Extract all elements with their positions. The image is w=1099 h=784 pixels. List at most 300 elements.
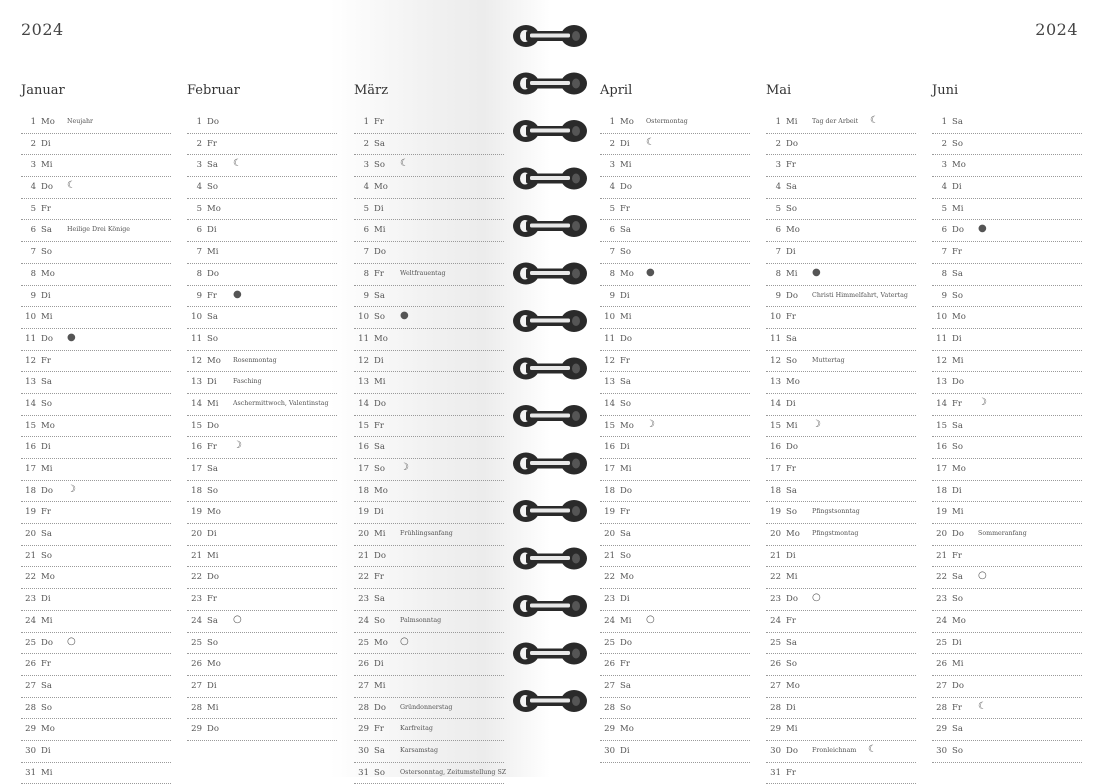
day-number: 3	[196, 160, 202, 171]
binding-ring	[513, 548, 587, 570]
day-number: 9	[941, 290, 947, 301]
day-list	[600, 112, 750, 763]
weekday: Sa	[786, 182, 797, 193]
day-row	[187, 264, 337, 286]
day-number: 3	[30, 160, 36, 171]
weekday: Fr	[207, 290, 217, 301]
day-row	[766, 329, 916, 351]
day-number: 6	[941, 225, 947, 236]
day-row	[21, 676, 171, 698]
day-number: 25	[770, 637, 781, 648]
day-row	[187, 502, 337, 524]
day-number: 7	[196, 247, 202, 258]
day-row	[187, 589, 337, 611]
day-number: 6	[363, 225, 369, 236]
day-row	[21, 394, 171, 416]
holiday-label: Heilige Drei Könige	[67, 226, 130, 234]
weekday: Mi	[786, 117, 798, 127]
day-row	[932, 155, 1082, 177]
day-number: 11	[770, 333, 781, 344]
day-number: 2	[775, 138, 781, 149]
weekday: So	[374, 767, 385, 778]
weekday: Di	[620, 290, 630, 301]
weekday: Di	[952, 182, 962, 193]
day-number: 28	[25, 702, 36, 713]
day-number: 2	[30, 138, 36, 149]
day-number: 26	[358, 659, 369, 670]
day-row	[600, 134, 750, 156]
day-list	[932, 112, 1082, 763]
weekday: Mo	[41, 268, 55, 279]
day-number: 18	[191, 485, 202, 496]
day-row	[21, 372, 171, 394]
weekday: Mi	[41, 312, 53, 323]
weekday: Mi	[952, 507, 964, 518]
weekday: Do	[620, 637, 632, 648]
day-number: 13	[936, 377, 947, 388]
weekday: Fr	[620, 659, 630, 670]
day-number: 30	[358, 745, 369, 756]
day-row	[354, 220, 504, 242]
weekday: So	[374, 464, 385, 474]
weekday: Di	[207, 680, 217, 691]
day-number: 21	[936, 550, 947, 561]
day-list	[187, 112, 337, 741]
weekday: Mo	[952, 160, 966, 171]
day-row	[354, 264, 504, 286]
day-row	[600, 264, 750, 286]
day-row	[932, 459, 1082, 481]
day-number: 23	[604, 594, 615, 605]
weekday: Di	[41, 594, 51, 605]
day-number: 12	[936, 355, 947, 366]
day-number: 30	[604, 745, 615, 756]
holiday-label: Fasching	[233, 378, 262, 386]
day-number: 28	[604, 702, 615, 713]
day-number: 9	[30, 290, 36, 301]
weekday: Di	[786, 398, 796, 409]
weekday: Do	[207, 572, 219, 583]
day-number: 7	[775, 247, 781, 258]
weekday: Sa	[620, 225, 631, 236]
day-row	[21, 481, 171, 503]
day-number: 18	[770, 485, 781, 496]
day-row	[354, 719, 504, 741]
day-number: 2	[609, 138, 615, 149]
weekday: Fr	[374, 572, 384, 583]
weekday: Do	[41, 333, 53, 344]
weekday: Fr	[620, 507, 630, 518]
weekday: Mo	[207, 203, 221, 214]
day-number: 9	[775, 290, 781, 301]
day-number: 13	[191, 377, 202, 388]
weekday: Do	[952, 680, 964, 691]
day-row	[932, 112, 1082, 134]
holiday-label: Sommeranfang	[978, 530, 1027, 538]
day-row	[766, 676, 916, 698]
day-row	[600, 459, 750, 481]
weekday: So	[952, 745, 963, 756]
day-row	[766, 112, 916, 134]
weekday: Mo	[374, 485, 388, 496]
moon-phase-icon: ●	[400, 310, 409, 322]
day-number: 16	[358, 442, 369, 453]
day-number: 4	[609, 182, 615, 193]
weekday: Mi	[952, 203, 964, 214]
weekday: Sa	[374, 138, 385, 149]
day-row	[21, 199, 171, 221]
weekday: Fr	[374, 268, 384, 279]
day-row	[600, 437, 750, 459]
weekday: Mi	[207, 702, 219, 713]
day-row	[932, 394, 1082, 416]
day-row	[766, 220, 916, 242]
day-number: 6	[609, 225, 615, 236]
day-number: 23	[25, 594, 36, 605]
weekday: So	[41, 398, 52, 409]
day-row	[21, 307, 171, 329]
binding-ring	[513, 73, 587, 95]
day-row	[932, 502, 1082, 524]
day-row	[600, 286, 750, 308]
day-number: 7	[363, 247, 369, 258]
weekday: Di	[41, 138, 51, 149]
day-row	[600, 155, 750, 177]
weekday: Fr	[786, 615, 796, 626]
weekday: Sa	[374, 745, 385, 756]
day-row	[354, 372, 504, 394]
moon-phase-icon: ●	[978, 223, 987, 235]
day-row	[766, 546, 916, 568]
day-row	[21, 134, 171, 156]
day-number: 19	[25, 507, 36, 518]
day-row	[187, 611, 337, 633]
weekday: Di	[41, 290, 51, 301]
day-number: 1	[941, 117, 947, 127]
day-number: 24	[770, 615, 781, 626]
weekday: Do	[786, 594, 798, 605]
day-number: 27	[25, 680, 36, 691]
day-number: 24	[604, 615, 615, 626]
weekday: Do	[207, 420, 219, 431]
day-row	[766, 611, 916, 633]
holiday-label: Muttertag	[812, 356, 845, 364]
day-row	[354, 177, 504, 199]
weekday: Di	[374, 507, 384, 518]
weekday: Mo	[952, 312, 966, 323]
weekday: Mi	[41, 160, 53, 171]
day-number: 12	[358, 355, 369, 366]
day-number: 31	[770, 767, 781, 778]
day-row	[766, 134, 916, 156]
weekday: Sa	[952, 268, 963, 279]
day-row	[766, 633, 916, 655]
day-row	[354, 589, 504, 611]
day-number: 26	[25, 659, 36, 670]
weekday: Di	[786, 550, 796, 561]
day-number: 20	[25, 529, 36, 540]
day-row	[932, 719, 1082, 741]
day-row	[600, 524, 750, 546]
weekday: So	[952, 442, 963, 453]
day-row	[187, 351, 337, 373]
weekday: Sa	[41, 529, 52, 540]
day-row	[600, 416, 750, 438]
weekday: Fr	[374, 420, 384, 431]
day-number: 22	[25, 572, 36, 583]
weekday: Di	[786, 247, 796, 258]
day-row	[932, 351, 1082, 373]
weekday: Fr	[786, 160, 796, 171]
month-title: April	[600, 83, 633, 98]
day-number: 5	[609, 203, 615, 214]
day-number: 22	[191, 572, 202, 583]
day-number: 28	[358, 702, 369, 713]
day-number: 12	[25, 355, 36, 366]
weekday: Mi	[786, 572, 798, 583]
day-number: 16	[191, 442, 202, 453]
day-row	[354, 155, 504, 177]
binding-ring	[513, 120, 587, 142]
day-number: 5	[775, 203, 781, 214]
weekday: Di	[620, 745, 630, 756]
day-row	[766, 719, 916, 741]
day-row	[766, 741, 916, 763]
day-row	[932, 177, 1082, 199]
day-row	[354, 763, 507, 784]
day-number: 9	[609, 290, 615, 301]
moon-phase-icon: ☽	[812, 418, 821, 430]
weekday: Mi	[374, 529, 386, 540]
day-number: 28	[936, 702, 947, 713]
day-number: 6	[775, 225, 781, 236]
weekday: Fr	[952, 398, 962, 409]
moon-phase-icon: ●	[233, 288, 242, 300]
day-number: 10	[604, 312, 615, 323]
day-number: 24	[936, 615, 947, 626]
moon-phase-icon: ☽	[646, 418, 655, 430]
day-number: 20	[770, 529, 781, 540]
day-number: 29	[604, 724, 615, 735]
day-row	[354, 741, 504, 763]
day-number: 15	[936, 420, 947, 431]
day-number: 28	[770, 702, 781, 713]
day-row	[354, 524, 504, 546]
day-number: 2	[363, 138, 369, 149]
day-number: 15	[604, 420, 615, 431]
day-number: 8	[775, 268, 781, 279]
day-row	[21, 351, 171, 373]
day-number: 22	[936, 572, 947, 583]
day-row	[21, 524, 171, 546]
day-number: 17	[358, 464, 369, 474]
day-number: 1	[775, 117, 781, 127]
weekday: So	[41, 550, 52, 561]
moon-phase-icon: ☾	[400, 158, 409, 170]
weekday: Do	[374, 247, 386, 258]
weekday: Di	[374, 659, 384, 670]
day-row	[354, 654, 504, 676]
day-row	[187, 155, 337, 177]
day-row	[932, 698, 1082, 720]
holiday-label: Weltfrauentag	[400, 269, 446, 277]
weekday: So	[620, 702, 631, 713]
day-number: 14	[936, 398, 947, 409]
weekday: Di	[952, 485, 962, 496]
binding-ring	[513, 643, 587, 665]
day-number: 9	[196, 290, 202, 301]
day-row	[187, 567, 337, 589]
day-row	[21, 416, 171, 438]
day-row	[600, 220, 750, 242]
weekday: Sa	[786, 637, 797, 648]
day-number: 17	[191, 464, 202, 474]
weekday: So	[41, 702, 52, 713]
day-row	[354, 329, 504, 351]
day-number: 6	[196, 225, 202, 236]
weekday: Fr	[786, 464, 796, 474]
day-number: 21	[25, 550, 36, 561]
day-row	[600, 567, 750, 589]
weekday: Do	[374, 398, 386, 409]
day-number: 15	[25, 420, 36, 431]
month-title: März	[354, 83, 389, 98]
day-number: 27	[770, 680, 781, 691]
weekday: Fr	[41, 355, 51, 366]
day-number: 1	[363, 117, 369, 127]
day-row	[932, 633, 1082, 655]
day-number: 27	[191, 680, 202, 691]
day-row	[932, 481, 1082, 503]
day-number: 27	[358, 680, 369, 691]
weekday: Sa	[620, 680, 631, 691]
weekday: So	[620, 550, 631, 561]
year-label-left: 2024	[21, 20, 64, 39]
day-row	[600, 719, 750, 741]
weekday: Fr	[786, 312, 796, 323]
weekday: So	[786, 659, 797, 670]
weekday: So	[620, 398, 631, 409]
day-number: 24	[191, 615, 202, 626]
weekday: So	[786, 203, 797, 214]
weekday: Sa	[41, 377, 52, 388]
day-row	[766, 763, 916, 784]
weekday: Mi	[41, 615, 53, 626]
binding-ring	[513, 358, 587, 380]
day-row	[21, 741, 171, 763]
day-number: 8	[30, 268, 36, 279]
weekday: So	[374, 160, 385, 171]
day-row	[21, 437, 171, 459]
weekday: Mi	[620, 312, 632, 323]
day-row	[354, 242, 504, 264]
day-row	[600, 611, 750, 633]
day-number: 23	[936, 594, 947, 605]
day-row	[932, 611, 1082, 633]
weekday: Di	[207, 225, 217, 236]
holiday-label: Karfreitag	[400, 725, 433, 733]
day-row	[932, 546, 1082, 568]
day-number: 10	[191, 312, 202, 323]
binding-ring	[513, 595, 587, 617]
weekday: Mo	[952, 464, 966, 474]
weekday: Di	[620, 594, 630, 605]
day-row	[187, 307, 337, 329]
day-row	[187, 242, 337, 264]
moon-phase-icon: ○	[67, 635, 76, 647]
day-row	[766, 177, 916, 199]
moon-phase-icon: ●	[67, 331, 76, 343]
moon-phase-icon: ●	[646, 266, 655, 278]
weekday: Fr	[207, 138, 217, 149]
day-row	[187, 372, 337, 394]
day-row	[21, 242, 171, 264]
day-row	[187, 719, 337, 741]
day-number: 27	[936, 680, 947, 691]
day-number: 13	[770, 377, 781, 388]
day-row	[187, 220, 337, 242]
moon-phase-icon: ○	[978, 570, 987, 582]
weekday: Mi	[620, 615, 632, 626]
weekday: Mo	[620, 420, 634, 431]
weekday: Sa	[41, 680, 52, 691]
day-row	[600, 546, 750, 568]
day-number: 29	[191, 724, 202, 735]
day-row	[766, 351, 916, 373]
weekday: Mo	[41, 117, 55, 127]
weekday: Fr	[952, 550, 962, 561]
day-row	[187, 546, 337, 568]
day-row	[600, 307, 750, 329]
weekday: Fr	[952, 702, 962, 713]
weekday: Do	[207, 117, 219, 127]
day-row	[600, 329, 750, 351]
day-number: 25	[25, 637, 36, 648]
day-number: 29	[25, 724, 36, 735]
weekday: Mi	[41, 767, 53, 778]
day-number: 29	[770, 724, 781, 735]
moon-phase-icon: ○	[400, 635, 409, 647]
weekday: Mo	[620, 117, 634, 127]
weekday: Mo	[952, 615, 966, 626]
day-row	[354, 676, 504, 698]
weekday: Di	[374, 203, 384, 214]
day-row	[932, 437, 1082, 459]
day-number: 24	[358, 615, 369, 626]
weekday: Fr	[207, 594, 217, 605]
month-title: Juni	[932, 83, 959, 98]
day-row	[932, 286, 1082, 308]
weekday: Sa	[41, 225, 52, 236]
day-row	[600, 242, 750, 264]
day-row	[21, 633, 171, 655]
day-row	[21, 155, 171, 177]
weekday: Mi	[207, 550, 219, 561]
weekday: Fr	[374, 117, 384, 127]
day-number: 17	[770, 464, 781, 474]
day-row	[21, 459, 171, 481]
holiday-label: Fronleichnam	[812, 746, 857, 754]
day-row	[932, 199, 1082, 221]
day-row	[187, 481, 337, 503]
weekday: Mo	[41, 420, 55, 431]
day-row	[354, 286, 504, 308]
day-number: 21	[604, 550, 615, 561]
day-row	[932, 264, 1082, 286]
day-row	[766, 502, 916, 524]
day-list	[21, 112, 171, 784]
day-row	[766, 459, 916, 481]
